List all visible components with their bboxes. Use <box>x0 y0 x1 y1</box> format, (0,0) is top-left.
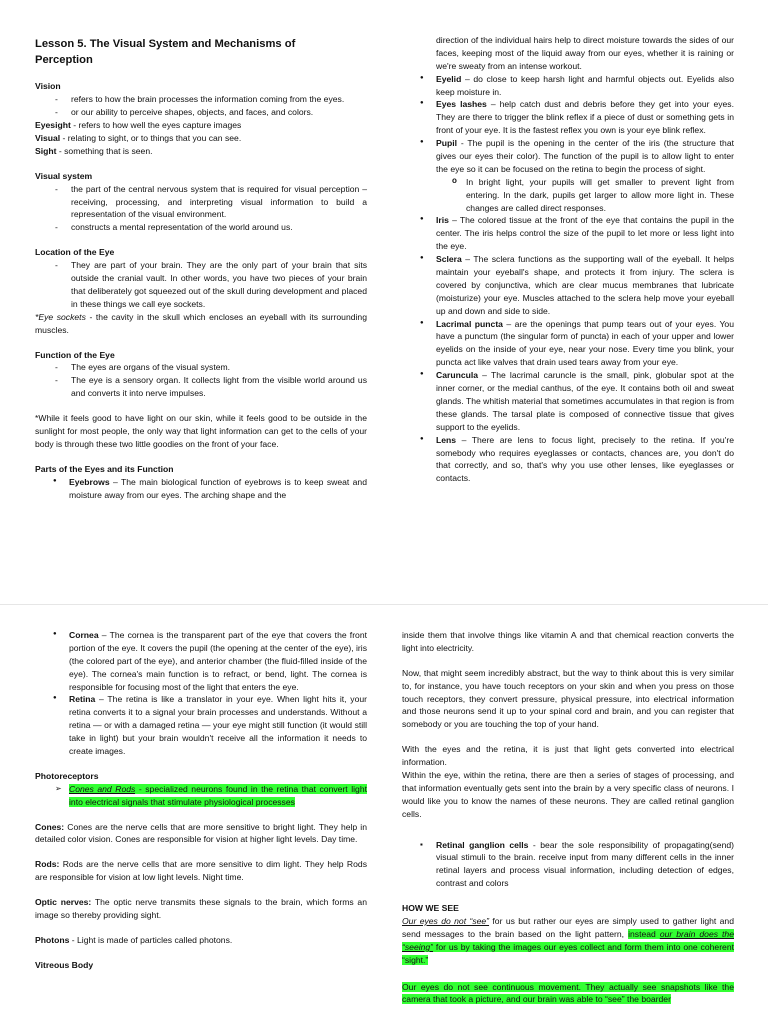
definition: – There are lens to focus light, precisely to the retina. If you're somebody who requires eyeglasses or contacts, chances are, you don't do that correctly, and so, that's why you use other lenses, like eyeglasses or contacts. <box>436 434 734 484</box>
term: Lens <box>436 434 457 445</box>
term: Sight <box>35 145 57 156</box>
pupil-sublist <box>402 176 734 215</box>
page2-left-column <box>35 629 367 972</box>
eye-sockets-note <box>35 311 367 337</box>
sight-definition <box>35 145 367 158</box>
parts-list-page2 <box>35 629 367 758</box>
definition: - Light is made of particles called photons. <box>69 934 233 945</box>
photons-paragraph <box>35 934 367 947</box>
location-list <box>35 259 367 311</box>
parts-list <box>35 476 367 502</box>
vision-list <box>35 93 367 119</box>
definition: – help catch dust and debris before they get into your eyes. They are there to trigger the blink reflex if a piece of dust or something gets in front of your eye. It is the fastest reflex you own is your eye blink reflex. <box>436 99 734 136</box>
term: Caruncula <box>436 370 479 381</box>
title-line-2: Perception <box>35 54 93 67</box>
paragraph: inside them that involve things like vitamin A and that chemical reaction converts the light into electricity. <box>402 630 734 653</box>
parts-list-continued-2 <box>402 214 734 485</box>
term: Visual <box>35 133 61 144</box>
highlighted-definition: - specialized neurons found in the retina that convert light into electrical signals that stimulate physiological processes <box>69 783 367 807</box>
term: Eyebrows <box>69 476 110 487</box>
cones-paragraph <box>35 821 367 847</box>
definition: – The retina is like a translator in your eye. When light hits it, your retina converts it to a signal your brain processes and understands. Without a retina — or with a damaged retina — your eye might still function (it would still take in light) but your brain wouldn't receive all the information it needs to create images. <box>69 694 367 757</box>
list-item <box>402 318 734 370</box>
definition: - refers to how well the eyes capture images <box>70 120 242 131</box>
vitreous-heading: Vitreous Body <box>35 959 94 970</box>
definition: – The lacrimal caruncle is the small, pink, globular spot at the inner corner, or the medial canthus, of the eye. It contains both oil and sweat glands. The whitish material that sometimes accumulates in that region is from these glands. The tarsal plate is composed of connective tissue that gives support to the eyelids. <box>436 370 734 432</box>
list-item <box>402 137 734 176</box>
definition: – The main biological function of eyebrows is to keep sweat and moisture away from our eyes. The arching shape and the <box>69 476 367 500</box>
term: Photons <box>35 934 70 945</box>
list-item <box>35 476 367 502</box>
definition: – The colored tissue at the front of the eye that contains the pupil in the center. The iris helps control the size of the pupil to let more or less light into the eye. <box>436 215 734 252</box>
function-heading: Function of the Eye <box>35 349 115 360</box>
definition: – The sclera functions as the supporting wall of the eyeball. It helps maintain your eyeball's shape, and protects it from injury. The sclera is covered by conjunctiva, which are clear mucus membranes that lubricate (moisturize) your eye. Muscles attached to the sclera help move your eyeball up and down and side to side. <box>436 254 734 316</box>
visual-definition <box>35 132 367 145</box>
term: Iris <box>436 215 449 226</box>
visual-system-heading: Visual system <box>35 170 93 181</box>
term: Lacrimal puncta <box>436 318 503 329</box>
highlighted-text: Our eyes do not see continuous movement. They actually see snapshots like the camera that took a picture, and our brain was able to “see” the boarder <box>402 981 734 1005</box>
definition: - relating to sight, or to things that you can see. <box>60 133 242 144</box>
paragraph: Now, that might seem incredibly abstract, but the way to think about this is very similar to, for instance, you have touch receptors on your skin and when you press on those touch receptors, they convert pressure, physical pressure, into electrical information and those neurons send it up to your spinal cord and brain, and you can register that somebody or you are touching the top of your hand. <box>402 667 734 730</box>
paragraph: Within the eye, within the retina, there are then a series of stages of processing, and that information eventually gets sent into the brain by a very specific class of neurons. I would like you to know the names of these neurons. They are called retinal ganglion cells. <box>402 770 734 819</box>
list-item: - the part of the central nervous system that is required for visual perception – receiving, processing, and interpreting visual information to build a representation of the visual environment. <box>35 183 367 222</box>
highlighted-underlined-text: our brain does the “seeing” <box>402 928 734 952</box>
highlighted-text: instead <box>628 928 660 939</box>
list-item <box>402 839 734 891</box>
list-item: - or our ability to perceive shapes, objects, and faces, and colors. <box>35 106 367 119</box>
list-item <box>402 434 734 486</box>
definition: Cones are the nerve cells that are more sensitive to bright light. They help in detailed color vision. Cones are responsible for vision at higher light levels. Day time. <box>35 821 367 845</box>
definition: – are the openings that pump tears out of your eyes. You have a punctum (the singular form of puncta) in each of your upper and lower eyelids on the inside of your eye, near your nose. Every time you blink, your puncta act like valves that drain used tears away from your eye. <box>436 318 734 368</box>
location-heading: Location of the Eye <box>35 247 115 258</box>
eyesight-definition <box>35 119 367 132</box>
term: Pupil <box>436 138 458 149</box>
definition: - the cavity in the skull which encloses an eyeball with its surrounding muscles. <box>35 311 367 335</box>
document-page-2 <box>0 604 768 1025</box>
visual-system-list <box>35 183 367 235</box>
definition: Rods are the nerve cells that are more sensitive to dim light. They help Rods are responsible for vision at low light levels. Night time. <box>35 859 367 883</box>
term: Rods: <box>35 859 60 870</box>
vision-heading: Vision <box>35 81 61 92</box>
function-list <box>35 361 367 400</box>
eyebrows-continuation: direction of the individual hairs help to direct moisture towards the sides of our faces, keeping most of the liquid away from our eyes, whether it is raining or we're sweaty from an intense workout. <box>436 35 734 71</box>
optic-nerves-paragraph <box>35 896 367 922</box>
list-item: - The eye is a sensory organ. It collects light from the visible world around us and converts it into nerve impulses. <box>35 374 367 400</box>
list-item: o In bright light, your pupils will get smaller to prevent light from entering. In the dark, pupils get larger to allow more light in. These changes are called direct responses. <box>402 176 734 215</box>
term: Sclera <box>436 254 462 265</box>
lesson-title <box>35 36 367 68</box>
list-item <box>35 629 367 693</box>
title-line-1: Lesson 5. The Visual System and Mechanisms of <box>35 38 296 50</box>
rods-paragraph <box>35 858 367 884</box>
term: Cornea <box>69 630 99 640</box>
definition: The optic nerve transmits these signals to the brain, which forms an image so thereby providing sight. <box>35 897 367 921</box>
ganglion-list <box>402 833 734 891</box>
paragraph: With the eyes and the retina, it is just that light gets converted into electrical information. <box>402 744 734 768</box>
term: *Eye sockets <box>35 311 86 322</box>
list-item: - The eyes are organs of the visual system. <box>35 361 367 374</box>
how-we-see-heading: HOW WE SEE <box>402 903 459 914</box>
how-we-see-paragraph <box>402 915 734 967</box>
highlighted-text: for us by taking the images our eyes collect and form them into one coherent “sight.” <box>402 941 734 965</box>
list-item <box>402 73 734 99</box>
highlighted-term: Cones and Rods <box>69 783 136 794</box>
term: Eyelid <box>436 73 462 84</box>
term: Retina <box>69 694 96 705</box>
definition: - The pupil is the opening in the center of the iris (the structure that gives our eyes their color). The function of the pupil is to allow light to enter the eye so it can be focused on the retina to begin the process of sight. <box>436 138 734 174</box>
term: Cones: <box>35 821 65 832</box>
term: Optic nerves: <box>35 897 92 908</box>
underlined-phrase: Our eyes do not “see” <box>402 916 490 927</box>
list-item <box>402 253 734 317</box>
term: Eyesight <box>35 120 71 131</box>
photoreceptors-list <box>35 783 367 809</box>
list-item: - refers to how the brain processes the information coming from the eyes. <box>35 93 367 106</box>
snapshot-paragraph <box>402 981 734 1007</box>
parts-heading: Parts of the Eyes and its Function <box>35 463 174 474</box>
page1-right-column <box>402 34 734 485</box>
definition: - bear the sole responsibility of propagating(send) visual stimuli to the brain. receive input from many different cells in the inner retinal layers and process visual information, including detection of edges, contrast and colors <box>436 839 734 889</box>
list-item <box>402 369 734 433</box>
text: for us but rather our eyes are simply used to gather light and send messages to the brain based on the light pattern, <box>402 916 734 939</box>
term: Eyes lashes <box>436 99 487 110</box>
definition: – The cornea is the transparent part of the eye that covers the front portion of the eye. It covers the pupil (the opening at the center of the eye), iris (the colored part of the eye), and anterior chamber (the fluid-filled inside of the eye). The cornea's main function is to refract, or bend, light. The cornea is responsible for focusing most of the light that enters the eye. <box>69 630 367 692</box>
list-item: - They are part of your brain. They are the only part of your brain that sits outside the cranial vault. In other words, you have two pieces of your brain that deliberately got squeezed out of the skull during development and placed in these things we call eye sockets. <box>35 259 367 311</box>
term: Retinal ganglion cells <box>436 839 529 850</box>
list-item <box>35 693 367 757</box>
photoreceptors-heading: Photoreceptors <box>35 770 99 781</box>
function-note: *While it feels good to have light on our skin, while it feels good to be outside in the sunlight for most people, the only way that light information can get to the cells of your body is through these two little goodies on the front of your face. <box>35 413 367 449</box>
list-item: - constructs a mental representation of the world around us. <box>35 221 367 234</box>
definition: – do close to keep harsh light and harmful objects out. Eyelids also keep moisture in. <box>436 73 734 97</box>
list-item <box>402 98 734 137</box>
parts-list-continued <box>402 73 734 176</box>
page1-left-column <box>35 36 367 501</box>
list-item <box>402 214 734 253</box>
page2-right-column <box>402 629 734 1006</box>
definition: - something that is seen. <box>56 145 153 156</box>
list-item <box>35 783 367 809</box>
